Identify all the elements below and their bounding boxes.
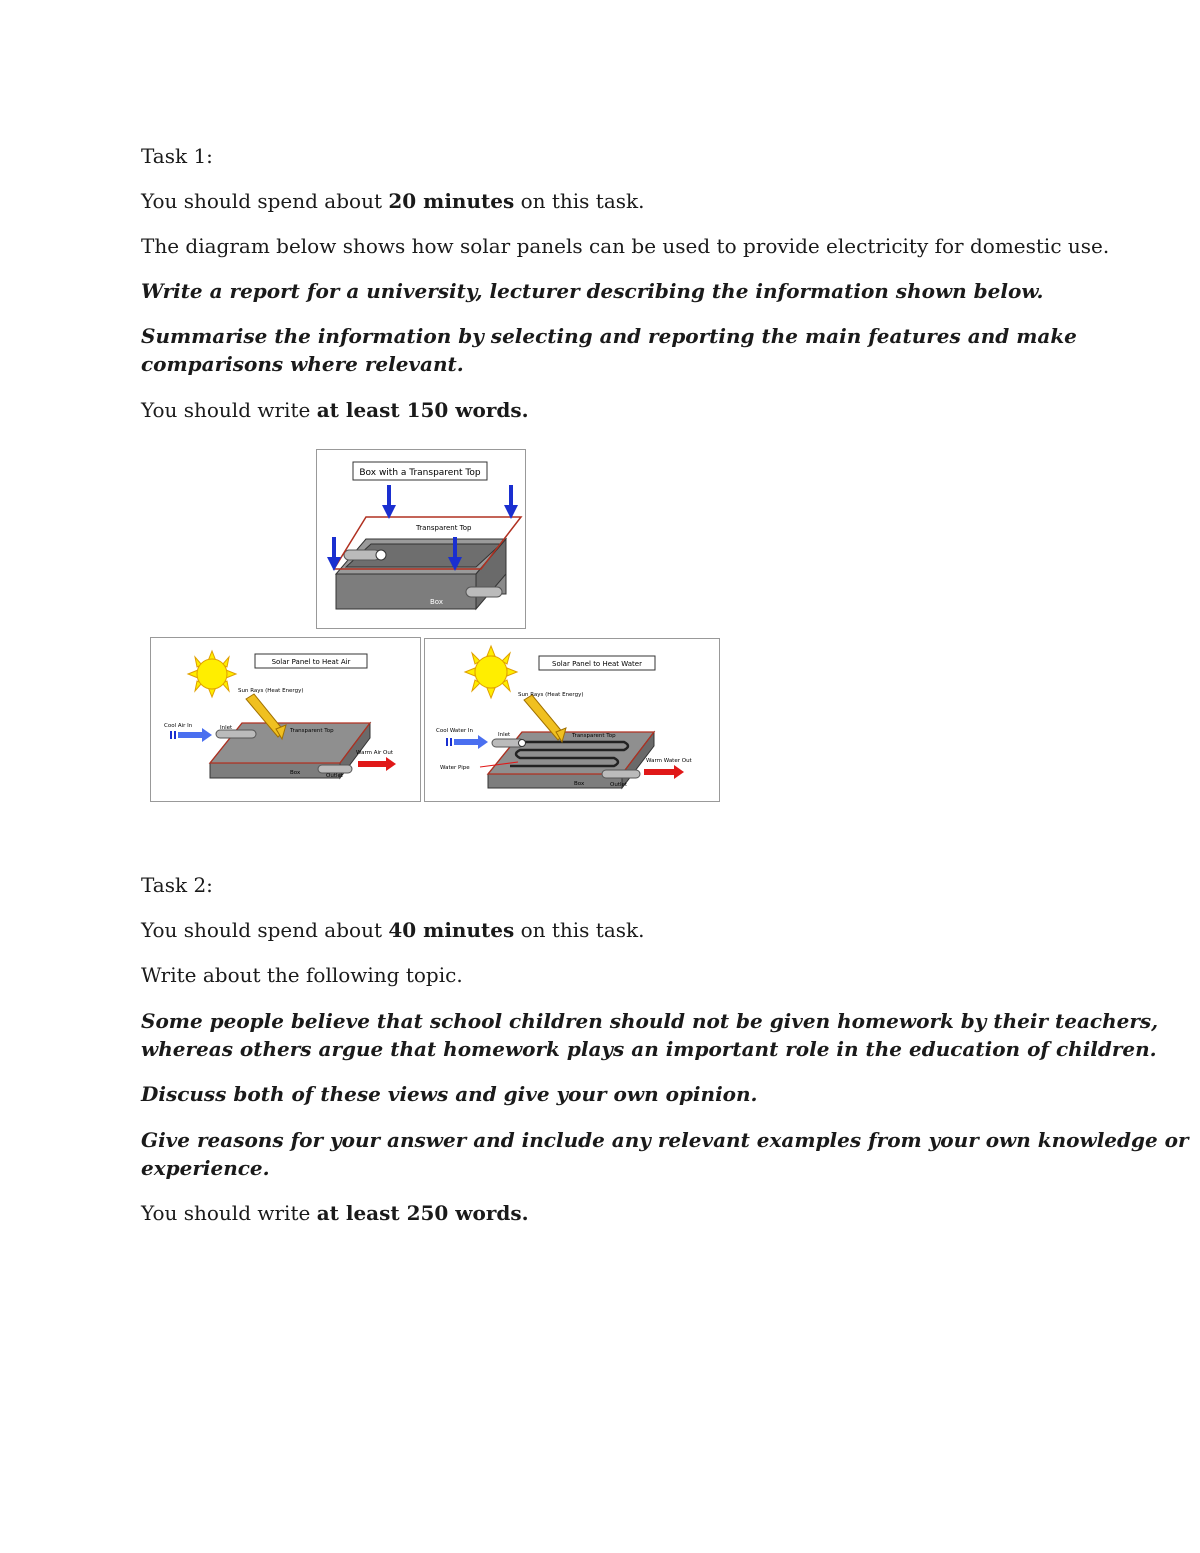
task2-instruction-discuss: Discuss both of these views and give your own opinion.: [141, 1082, 758, 1106]
figure-box-transparent-top: [316, 449, 526, 629]
outlet-pipe: [318, 765, 352, 773]
figure-title: Solar Panel to Heat Air: [271, 658, 351, 666]
task2-topic-2: whereas others argue that homework plays an important role in the education of children.: [141, 1037, 1157, 1061]
outlet-pipe: [602, 770, 640, 778]
label-cool-water-in: Cool Water In: [436, 728, 473, 734]
figure-title: Solar Panel to Heat Water: [552, 660, 642, 668]
label-sun-rays: Sun Rays (Heat Energy): [238, 688, 304, 694]
task2-topic-1: Some people believe that school children should not be given homework by their teachers,: [141, 1009, 1159, 1033]
task2-time: [141, 916, 645, 944]
task2-instruction-reasons-2: experience.: [141, 1156, 270, 1180]
task1-instruction-summarise-1: Summarise the information by selecting and reporting the main features and make: [141, 324, 1077, 348]
label-inlet: Inlet: [220, 725, 233, 731]
sun-icon: [188, 651, 236, 697]
figure-solar-panel-heat-air: [150, 637, 421, 802]
label-warm-water-out: Warm Water Out: [646, 758, 692, 764]
task1-intro: The diagram below shows how solar panels can be used to provide electricity for domestic use.: [141, 234, 1110, 258]
task2-words-bold: at least 250 words.: [316, 1201, 529, 1225]
label-box: Box: [430, 598, 444, 606]
task2-instruction-reasons-1: Give reasons for your answer and include any relevant examples from your own knowledge or: [141, 1128, 1189, 1152]
label-cool-air-in: Cool Air In: [164, 723, 193, 729]
label-water-pipe: Water Pipe: [440, 765, 470, 771]
task2-intro: Write about the following topic.: [141, 963, 463, 987]
label-box: Box: [290, 770, 301, 776]
inlet-pipe: [344, 550, 380, 560]
task2-time-suffix: on this task.: [514, 918, 645, 942]
task1-instruction-summarise-2: comparisons where relevant.: [141, 352, 464, 376]
label-outlet: Outlet: [326, 773, 344, 779]
task2-time-bold: 40 minutes: [388, 918, 515, 942]
label-transparent-top: Transparent Top: [416, 524, 472, 532]
task2-words-prefix: You should write: [141, 1201, 317, 1225]
task2-time-prefix: You should spend about: [141, 918, 389, 942]
label-transparent-top: Transparent Top: [572, 733, 616, 739]
outlet-pipe: [466, 587, 502, 597]
task1-words-prefix: You should write: [141, 398, 317, 422]
task1-words-bold: at least 150 words.: [316, 398, 529, 422]
task2-heading: Task 2:: [141, 873, 213, 897]
task1-time-suffix: on this task.: [514, 189, 645, 213]
label-sun-rays: Sun Rays (Heat Energy): [518, 692, 584, 698]
task1-heading: Task 1:: [141, 144, 213, 168]
box-front-face: [336, 574, 476, 609]
task1-time: [141, 187, 645, 215]
panel-front-face: [488, 774, 622, 788]
task1-instruction-report: Write a report for a university, lecturer describing the information shown below.: [141, 279, 1044, 303]
label-warm-air-out: Warm Air Out: [356, 750, 393, 756]
figure-solar-panel-heat-water: [424, 638, 720, 802]
inlet-pipe: [216, 730, 256, 738]
label-inlet: Inlet: [498, 732, 511, 738]
task1-time-bold: 20 minutes: [388, 189, 515, 213]
sun-icon: [465, 646, 517, 698]
task1-word-count: [141, 396, 529, 424]
label-transparent-top: Transparent Top: [290, 728, 334, 734]
inlet-hole: [376, 550, 386, 560]
label-outlet: Outlet: [610, 782, 628, 788]
task1-time-prefix: You should spend about: [141, 189, 389, 213]
task2-word-count: [141, 1199, 529, 1227]
label-box: Box: [574, 781, 585, 787]
figure-title: Box with a Transparent Top: [359, 468, 481, 478]
